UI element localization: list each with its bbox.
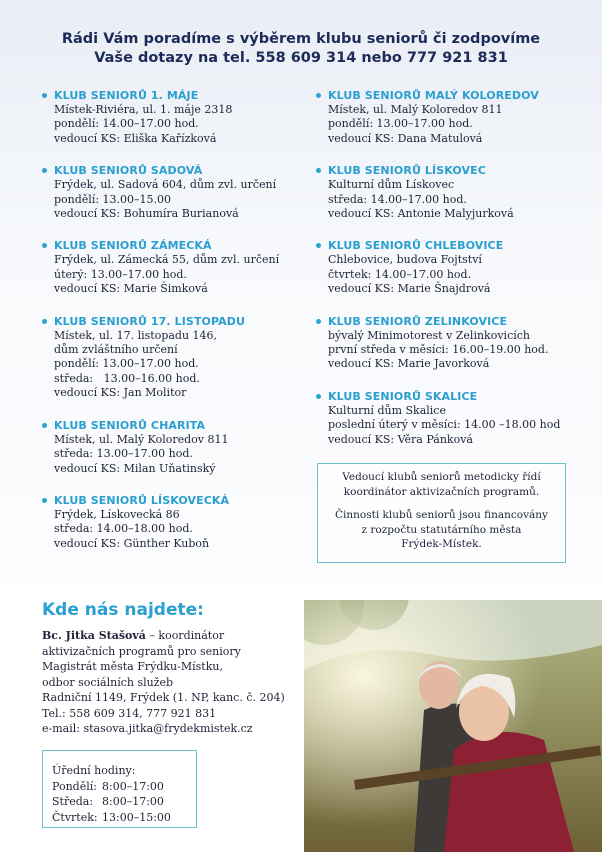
- info-line: Vedoucí klubů seniorů metodicky řídí: [342, 471, 541, 483]
- club-name: KLUB SENIORŮ 17. LISTOPADU: [54, 314, 246, 328]
- club-detail: Místek, ul. 17. listopadu 146,: [54, 328, 218, 342]
- club-detail: vedoucí KS: Antonie Malyjurková: [328, 207, 514, 221]
- club-item: [42, 238, 292, 296]
- contact-detail: aktivizačních programů pro seniory: [42, 644, 241, 658]
- bullet-dot-icon: [316, 243, 321, 248]
- info-line: koordinátor aktivizačních programů.: [343, 485, 540, 498]
- clubs-left-column: [42, 88, 292, 568]
- club-detail: středa: 13.00–17.00 hod.: [54, 447, 193, 461]
- contact-phone[interactable]: Tel.: 558 609 314, 777 921 831: [42, 706, 217, 720]
- bullet-dot-icon: [316, 168, 321, 173]
- contact-name-line: [42, 628, 297, 644]
- info-paragraph: [318, 470, 565, 499]
- club-item: [316, 389, 586, 447]
- club-name: KLUB SENIORŮ ZELINKOVICE: [328, 314, 508, 328]
- club-detail: dům zvláštního určení: [54, 343, 178, 357]
- club-name: KLUB SENIORŮ MALÝ KOLOREDOV: [328, 89, 539, 102]
- club-name: KLUB SENIORŮ 1. MÁJE: [54, 89, 199, 102]
- hours-time: 8:00–17:00: [102, 779, 164, 793]
- photo-illustration: [304, 600, 602, 852]
- club-detail: vedoucí KS: Věra Pánková: [328, 432, 473, 446]
- club-detail: vedoucí KS: Marie Šimková: [54, 282, 208, 296]
- office-hours-row: [52, 779, 196, 795]
- club-item: [42, 88, 292, 146]
- club-name: KLUB SENIORŮ SKALICE: [328, 389, 478, 403]
- club-detail: středa: 14.00–17.00 hod.: [328, 192, 467, 206]
- info-paragraph: [318, 508, 565, 552]
- hours-day: Pondělí:: [52, 779, 97, 793]
- club-detail: Frýdek, Lískovecká 86: [54, 507, 180, 521]
- club-detail: čtvrtek: 14.00–17.00 hod.: [328, 267, 472, 281]
- hours-day: Čtvrtek:: [52, 810, 98, 824]
- club-item: [42, 314, 292, 401]
- hours-time: 8:00–17:00: [102, 795, 164, 808]
- office-hours-row: [52, 794, 196, 810]
- contact-detail: Magistrát města Frýdku-Místku,: [42, 660, 223, 673]
- contact-detail: odbor sociálních služeb: [42, 675, 174, 689]
- clubs-right-column: [316, 88, 586, 464]
- header-text: [0, 30, 602, 68]
- office-hours-row: [52, 810, 196, 826]
- club-item: [316, 314, 586, 372]
- info-line: z rozpočtu statutárního města: [361, 523, 522, 536]
- club-detail: úterý: 13.00–17.00 hod.: [54, 267, 187, 281]
- office-hours-box: [42, 750, 197, 828]
- club-detail: vedoucí KS: Günther Kuboň: [54, 536, 210, 550]
- club-detail: Frýdek, ul. Zámecká 55, dům zvl. určení: [54, 253, 280, 267]
- club-detail: pondělí: 13.00–17.00 hod.: [328, 117, 473, 131]
- bullet-dot-icon: [42, 498, 47, 503]
- hours-day: Středa:: [52, 795, 94, 808]
- contact-name: Bc. Jitka Stašová: [42, 629, 146, 642]
- header-line-2: Vaše dotazy na tel. 558 609 314 nebo 777 921 831: [94, 50, 508, 66]
- bullet-dot-icon: [42, 423, 47, 428]
- club-item: [316, 88, 586, 146]
- contact-title: Kde nás najdete:: [42, 600, 204, 620]
- club-detail: vedoucí KS: Milan Uňatinský: [54, 461, 216, 475]
- club-item: [316, 238, 586, 296]
- bullet-dot-icon: [316, 319, 321, 324]
- bullet-dot-icon: [316, 93, 321, 98]
- club-name: KLUB SENIORŮ SADOVÁ: [54, 164, 203, 178]
- club-detail: Místek-Riviéra, ul. 1. máje 2318: [54, 103, 233, 116]
- club-item: [42, 163, 292, 221]
- bullet-dot-icon: [316, 394, 321, 399]
- club-detail: vedoucí KS: Jan Molitor: [54, 386, 187, 400]
- bullet-dot-icon: [42, 93, 47, 98]
- office-hours-title: Úřední hodiny:: [52, 764, 136, 777]
- club-detail: vedoucí KS: Dana Matulová: [328, 131, 483, 145]
- club-detail: Kulturní dům Lískovec: [328, 178, 455, 192]
- club-detail: první středa v měsíci: 16.00–19.00 hod.: [328, 343, 549, 357]
- contact-address: Radniční 1149, Frýdek (1. NP, kanc. č. 204): [42, 691, 285, 704]
- club-detail: vedoucí KS: Marie Javorková: [328, 357, 490, 371]
- club-item: [42, 493, 292, 551]
- club-detail: Kulturní dům Skalice: [328, 403, 446, 417]
- header-line-1: Rádi Vám poradíme s výběrem klubu seniorů či zodpovíme: [61, 31, 541, 47]
- club-detail: vedoucí KS: Marie Šnajdrová: [328, 282, 491, 296]
- bullet-dot-icon: [42, 243, 47, 248]
- contact-block: [42, 600, 297, 737]
- contact-role: – koordinátor: [145, 629, 225, 642]
- club-name: KLUB SENIORŮ CHARITA: [54, 418, 206, 432]
- club-detail: bývalý Minimotorest v Zelinkovicích: [328, 328, 530, 342]
- club-detail: pondělí: 13.00–15.00: [54, 192, 172, 206]
- club-name: KLUB SENIORŮ ZÁMECKÁ: [54, 239, 212, 253]
- hours-time: 13:00–15:00: [102, 810, 171, 824]
- club-detail: středa: 13.00–16.00 hod.: [54, 371, 200, 385]
- club-item: [42, 418, 292, 476]
- contact-email[interactable]: e-mail: stasova.jitka@frydekmistek.cz: [42, 722, 253, 735]
- club-item: [316, 163, 586, 221]
- club-name: KLUB SENIORŮ LÍSKOVEC: [328, 164, 486, 178]
- club-detail: Místek, ul. Malý Koloredov 811: [54, 432, 229, 446]
- info-line: Frýdek-Místek.: [401, 538, 482, 550]
- info-line: Činnosti klubů seniorů jsou financovány: [335, 509, 548, 521]
- club-detail: vedoucí KS: Bohumíra Burianová: [54, 207, 239, 221]
- seniors-photo: [304, 600, 602, 852]
- club-detail: Chlebovice, budova Fojtství: [328, 253, 482, 267]
- club-detail: vedoucí KS: Eliška Kařízková: [54, 131, 217, 145]
- club-detail: poslední úterý v měsíci: 14.00 –18.00 hod: [328, 418, 561, 432]
- info-box: [317, 463, 566, 563]
- bullet-dot-icon: [42, 319, 47, 324]
- club-name: KLUB SENIORŮ LÍSKOVECKÁ: [54, 493, 230, 507]
- club-detail: pondělí: 13.00–17.00 hod.: [54, 357, 199, 371]
- club-detail: Místek, ul. Malý Koloredov 811: [328, 103, 503, 116]
- club-detail: pondělí: 14.00–17.00 hod.: [54, 117, 199, 131]
- club-name: KLUB SENIORŮ CHLEBOVICE: [328, 239, 504, 253]
- club-detail: Frýdek, ul. Sadová 604, dům zvl. určení: [54, 178, 277, 192]
- club-detail: středa: 14.00–18.00 hod.: [54, 522, 193, 536]
- bullet-dot-icon: [42, 168, 47, 173]
